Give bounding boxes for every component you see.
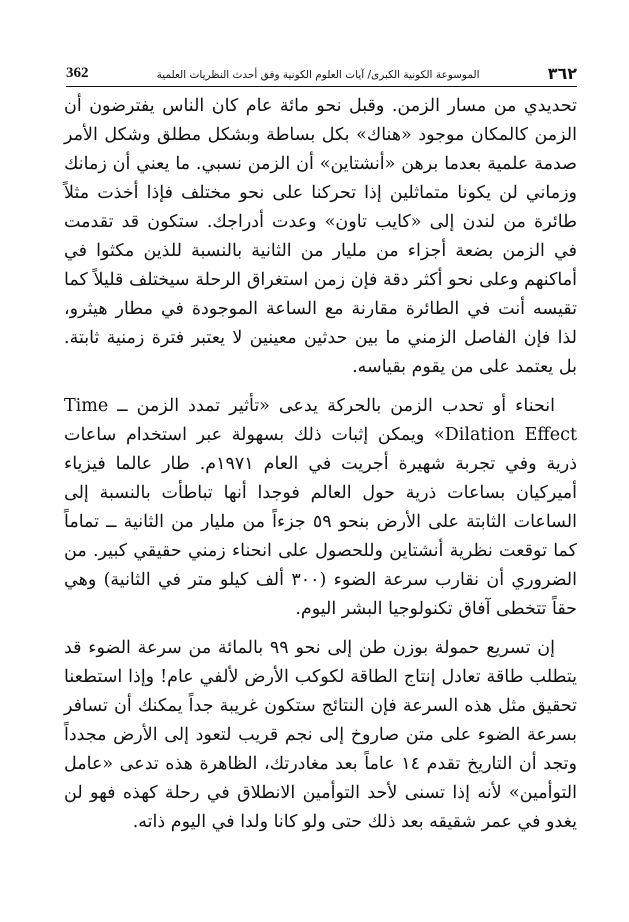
- paragraph-1: تحديدي من مسار الزمن. وقبل نحو مائة عام كان الناس يفترضون أن الزمن كالمكان موجود «هناك» بكل بساطة وبشكل مطلق وشكل الأمر صدمة علمية بعدما برهن «أنشتاين» أن الزمن نسبي. ما يعني أن زمانك وزماني لن يكونا متماثلين إذا تحركنا على نحو مختلف فإذا أخذت مثلاً طائرة من لندن إلى «كايب تاون» وعدت أدراجك. ستكون قد تقدمت في الزمن بضعة أجزاء من مليار من الثانية بالنسبة للذين مكثوا في أماكنهم وعلى نحو أكثر دقة فإن زمن استغراق الرحلة سيختلف قليلاً كما تقيسه أنت في الطائرة مقارنة مع الساعة الموجودة في مطار هيثرو، لذا فإن الفاصل الزمني ما بين حدثين معينين لا يعتبر فترة زمنية ثابتة. بل يعتمد على من يقوم بقياسه.: [64, 96, 577, 377]
- paragraph-2: انحناء أو تحدب الزمن بالحركة يدعى «تأثير تمدد الزمن ــ Time Dilation Effect» ويمكن إثبات ذلك بسهولة عبر استخدام ساعات ذرية وفي تجربة شهيرة أجريت في العام ١٩٧١م. طار عالما فيزياء أميركيان بساعات ذرية حول العالم فوجدا أنها تباطأت بالنسبة إلى الساعات الثابتة على الأرض بنحو ٥٩ جزءاً من مليار من الثانية ــ تماماً كما توقعت نظرية أنشتاين وللحصول على انحناء زمني حقيقي كبير. من الضروري أن نقارب سرعة الضوء (٣٠٠ ألف كيلو متر في الثانية) وهي حقاً تتخطى آفاق تكنولوجيا البشر اليوم.: [64, 396, 577, 619]
- paragraph-3: إن تسريع حمولة بوزن طن إلى نحو ٩٩ بالمائة من سرعة الضوء قد يتطلب طاقة تعادل إنتاج الطاقة لكوكب الأرض لألفي عام! وإذا استطعنا تحقيق مثل هذه السرعة فإن النتائج ستكون غريبة جداً يمكنك أن تسافر بسرعة الضوء على متن صاروخ إلى نجم قريب لتعود إلى الأرض مجدداً وتجد أن التاريخ تقدم ١٤ عاماً بعد مغادرتك، الظاهرة هذه تدعى «عامل التوأمين» لأنه إذا تسنى لأحد التوأمين الانطلاق في رحلة كهذه فهو لن يغدو في عمر شقيقه بعد ذلك حتى ولو كانا ولدا في اليوم ذاته.: [64, 638, 577, 832]
- page-number-latin: 362: [66, 65, 89, 81]
- running-title: الموسوعة الكونية الكبرى/ آيات العلوم الكونية وفق أحدث النظريات العلمية: [156, 69, 480, 81]
- page-number-arabic: ٣٦٢: [547, 64, 577, 83]
- body-text: [64, 92, 577, 892]
- page-header: [66, 58, 577, 87]
